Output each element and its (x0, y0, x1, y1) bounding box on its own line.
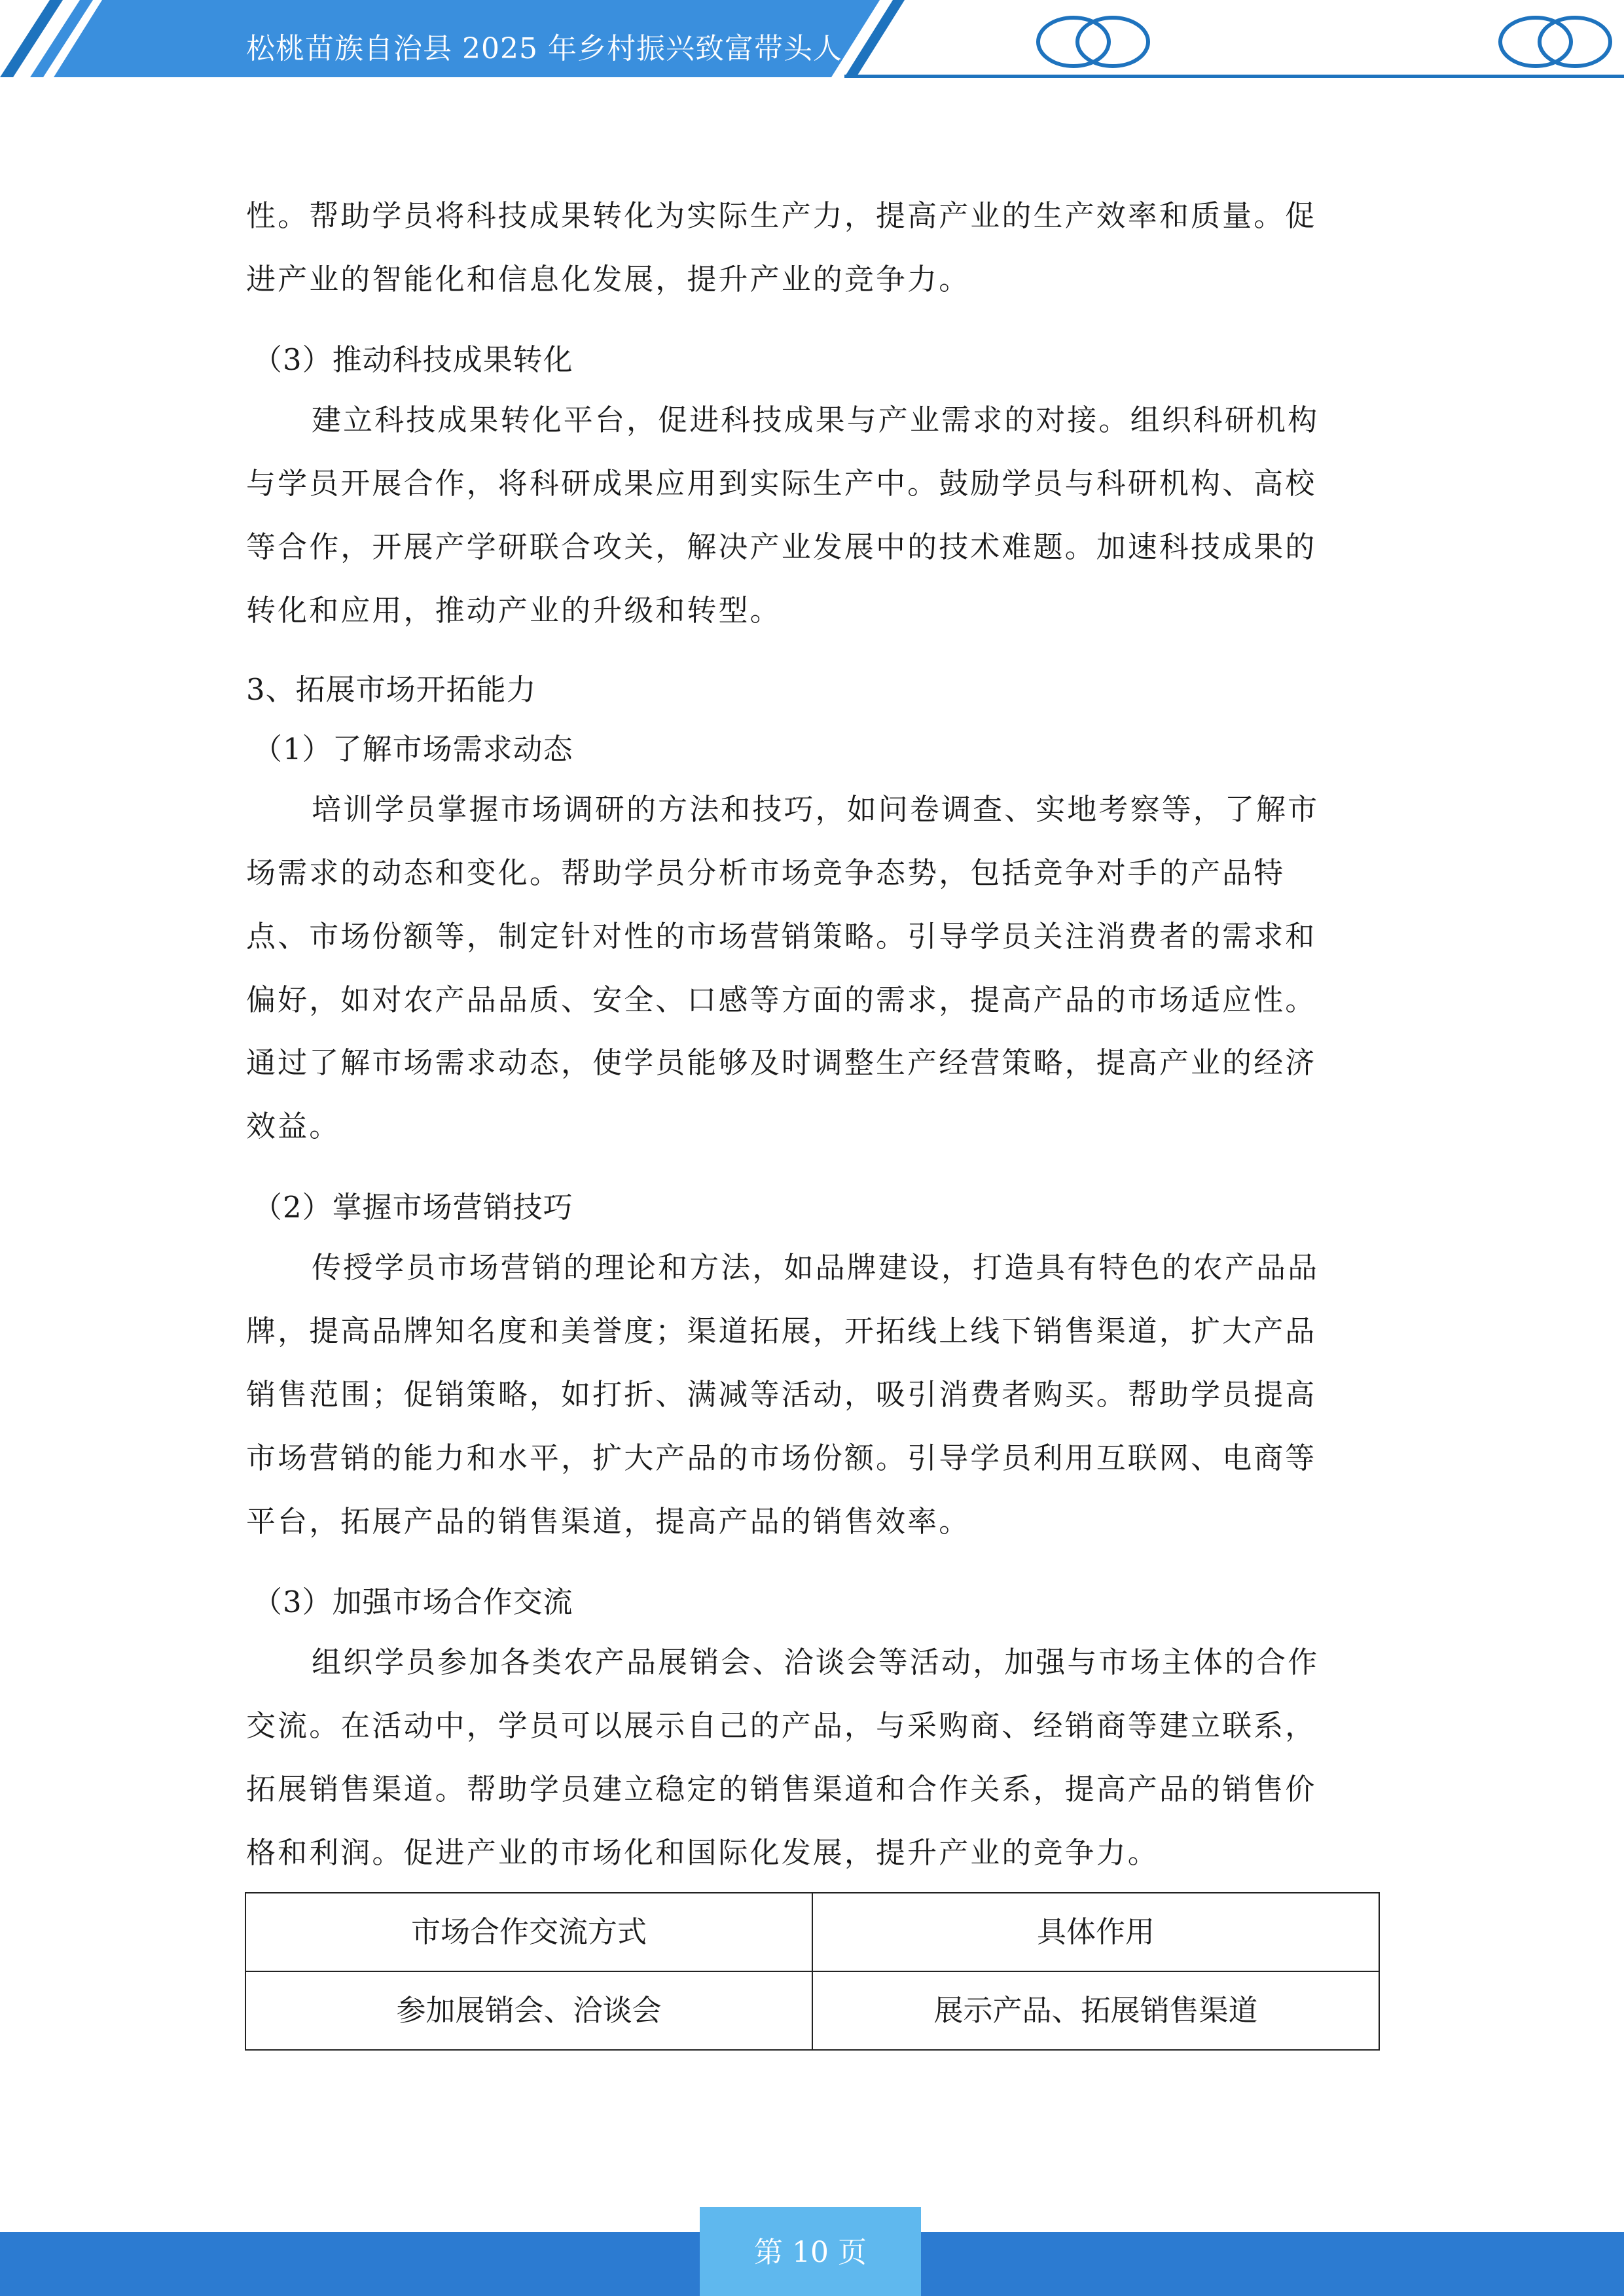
paragraph-line: 交流。在活动中，学员可以展示自己的产品，与采购商、经销商等建立联系， (246, 1708, 1317, 1743)
paragraph-line: 销售范围；促销策略，如打折、满减等活动，吸引消费者购买。帮助学员提高 (246, 1377, 1317, 1412)
paragraph-line: 拓展销售渠道。帮助学员建立稳定的销售渠道和合作关系，提高产品的销售价 (246, 1772, 1317, 1806)
paragraph-line: 等合作，开展产学研联合攻关，解决产业发展中的技术难题。加速科技成果的 (246, 529, 1317, 564)
page-header (0, 0, 1624, 85)
paragraph-line: 通过了解市场需求动态，使学员能够及时调整生产经营策略，提高产业的经济 (246, 1045, 1317, 1080)
subsection-heading: （1）了解市场需求动态 (253, 732, 573, 766)
subsection-heading: （3）推动科技成果转化 (253, 342, 573, 377)
paragraph-line: 市场营销的能力和水平，扩大产品的市场份额。引导学员利用互联网、电商等 (246, 1441, 1317, 1475)
rings-icon (1038, 18, 1148, 66)
section-heading: 3、拓展市场开拓能力 (246, 672, 537, 707)
paragraph-line: 建立科技成果转化平台，促进科技成果与产业需求的对接。组织科研机构 (312, 403, 1320, 437)
table-header-cell: 具体作用 (812, 1893, 1379, 1971)
paragraph-line: 偏好，如对农产品品质、安全、口感等方面的需求，提高产品的市场适应性。 (246, 982, 1317, 1017)
table-cell: 参加展销会、洽谈会 (245, 1971, 812, 2050)
paragraph-line: 场需求的动态和变化。帮助学员分析市场竞争态势，包括竞争对手的产品特 (246, 855, 1286, 890)
paragraph-line: 传授学员市场营销的理论和方法，如品牌建设，打造具有特色的农产品品 (312, 1250, 1320, 1285)
market-cooperation-table (245, 1892, 1380, 2051)
rings-icon-right (1500, 18, 1610, 66)
subsection-heading: （2）掌握市场营销技巧 (253, 1190, 573, 1225)
page-number: 第 10 页 (754, 2236, 867, 2269)
header-stripe-left-1 (0, 0, 63, 77)
paragraph-line: 转化和应用，推动产业的升级和转型。 (246, 593, 782, 628)
paragraph-line: 效益。 (246, 1109, 341, 1143)
header-rule (844, 75, 1624, 78)
paragraph-line: 性。帮助学员将科技成果转化为实际生产力，提高产业的生产效率和质量。促 (246, 198, 1317, 233)
paragraph-line: 平台，拓展产品的销售渠道，提高产品的销售效率。 (246, 1504, 971, 1539)
document-title: 松桃苗族自治县 2025 年乡村振兴致富带头人 (246, 32, 842, 65)
paragraph-line: 点、市场份额等，制定针对性的市场营销策略。引导学员关注消费者的需求和 (246, 919, 1317, 954)
table-header-row (245, 1893, 1379, 1971)
paragraph-line: 牌，提高品牌知名度和美誉度；渠道拓展，开拓线上线下销售渠道，扩大产品 (246, 1314, 1317, 1348)
table-row (245, 1971, 1379, 2050)
subsection-heading: （3）加强市场合作交流 (253, 1585, 573, 1619)
table-header-cell: 市场合作交流方式 (245, 1893, 812, 1971)
paragraph-line: 与学员开展合作，将科研成果应用到实际生产中。鼓励学员与科研机构、高校 (246, 466, 1317, 501)
table-cell: 展示产品、拓展销售渠道 (812, 1971, 1379, 2050)
paragraph-line: 培训学员掌握市场调研的方法和技巧，如问卷调查、实地考察等，了解市 (312, 792, 1320, 827)
paragraph-line: 组织学员参加各类农产品展销会、洽谈会等活动，加强与市场主体的合作 (312, 1645, 1320, 1679)
paragraph-line: 进产业的智能化和信息化发展，提升产业的竞争力。 (246, 262, 971, 296)
paragraph-line: 格和利润。促进产业的市场化和国际化发展，提升产业的竞争力。 (246, 1835, 1159, 1870)
